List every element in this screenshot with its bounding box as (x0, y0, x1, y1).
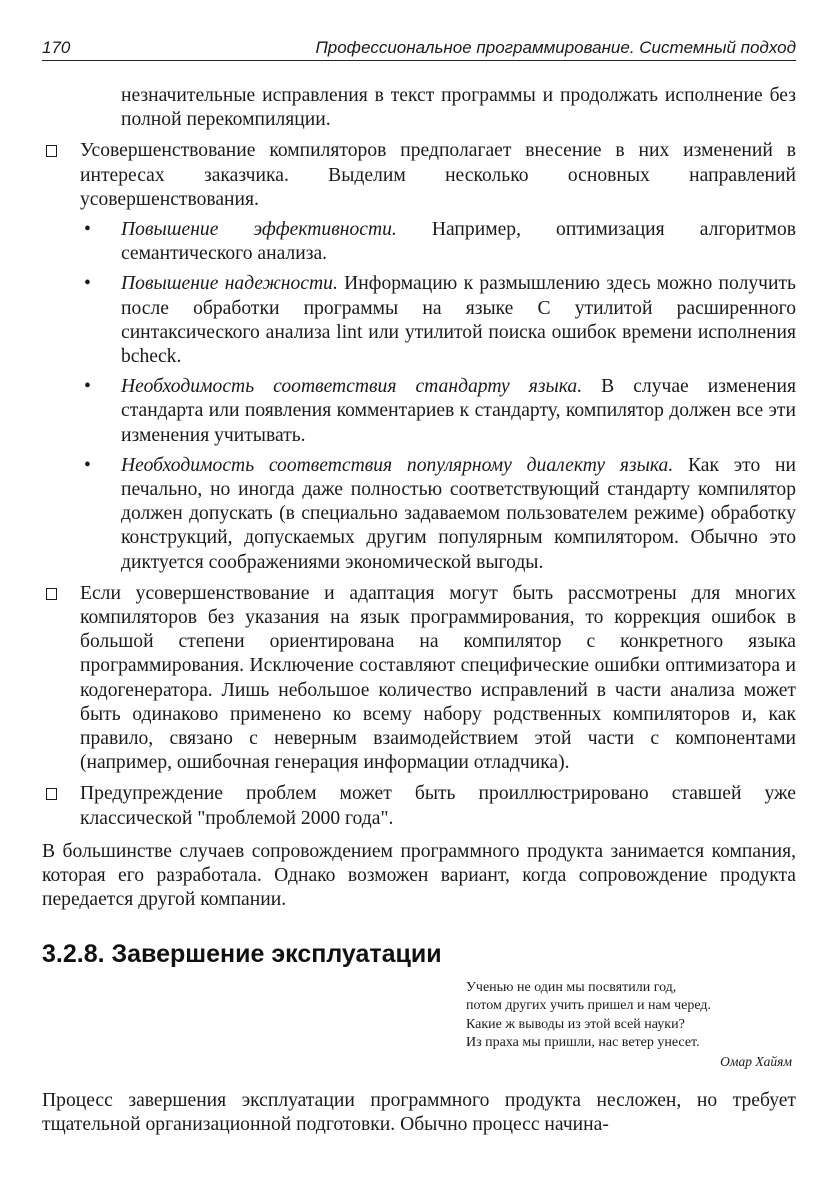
bullet-body: Как это ни печально, но иногда даже полностью соответствующий стандарту компилятор должен допускать (в специально задаваемом пользователем режиме) обработку конструкций, допускаемых другим популярным компилятором. Обычно это диктуется соображениями экономической выгоды. (121, 454, 796, 573)
list-item-prevention (42, 782, 796, 830)
epigraph-line: потом других учить пришел и нам черед. (466, 998, 711, 1013)
checkbox-square-icon (46, 588, 57, 600)
paragraph-support: В большинстве случаев сопровождением программного продукта занимается компания, которая его разработала. Однако возможен вариант, когда сопровождение продукта передается другой компании. (42, 840, 796, 911)
intro-continuation: незначительные исправления в текст программы и продолжать исполнение без полной перекомпиляции. (121, 85, 796, 131)
bullet-item (42, 375, 796, 448)
epigraph-line: Из праха мы пришли, нас ветер унесет. (466, 1035, 700, 1050)
list-item-text: Если усовершенствование и адаптация могут быть рассмотрены для многих компиляторов без указания на язык программирования, то коррекция ошибок в большой степени ориентирована на компилятор с конкретного языка программирования. Исключение составляют специфические ошибки оптимизатора и кодогенератора. Лишь небольшое количество исправлений в части анализа может быть одинаково применено ко всему набору родственных компиляторов и, как правило, связано с неверным взаимодействием этой части с компонентами (например, ошибочная генерация информации отладчика). (80, 582, 796, 774)
bullet-title: Необходимость соответствия стандарту языка. (121, 376, 583, 398)
bullet-icon: • (84, 273, 91, 295)
bullet-icon: • (84, 454, 91, 476)
section-heading: 3.2.8. Завершение эксплуатации (42, 939, 442, 968)
checkbox-square-icon (46, 788, 57, 800)
page-header (42, 38, 796, 61)
bullet-item (42, 454, 796, 575)
epigraph (466, 979, 792, 1072)
checkbox-square-icon (46, 145, 57, 157)
bullet-body: В случае изменения стандарта или появления комментариев к стандарту, компилятор должен все эти изменения учитывать. (121, 376, 796, 446)
bullet-icon: • (84, 219, 91, 241)
bullet-body: Информацию к размышлению здесь можно получить после обработки программы на языке С утилитой расширенного синтаксического анализа lint или утилитой поиска ошибок времени исполнения bcheck. (121, 273, 796, 368)
epigraph-line: Какие ж выводы из этой всей науки? (466, 1016, 685, 1032)
running-title: Профессиональное программирование. Системный подход (315, 38, 796, 57)
bullet-item (42, 272, 796, 369)
bullet-text (121, 272, 796, 369)
epigraph-author: Омар Хайям (720, 1053, 792, 1069)
bullet-title: Повышение надежности. (121, 273, 338, 295)
bullet-text (121, 218, 796, 266)
final-paragraph: Процесс завершения эксплуатации программного продукта несложен, но требует тщательной организационной подготовки. Обычно процесс начина- (42, 1090, 796, 1136)
bullet-item (42, 218, 796, 266)
bullet-text (121, 375, 796, 448)
epigraph-line: Ученью не один мы посвятили год, (466, 979, 677, 995)
bullet-icon: • (84, 376, 91, 398)
bullet-body: Например, оптимизация алгоритмов семантического анализа. (121, 219, 797, 265)
page-number: 170 (42, 38, 71, 57)
list-item-text: Усовершенствование компиляторов предполагает внесение в них изменений в интересах заказчика. Выделим несколько основных направлений усовершенствования. (80, 140, 796, 210)
list-item-adaptation (42, 582, 796, 776)
bullet-text (121, 454, 796, 575)
list-item-text: Предупреждение проблем может быть проиллюстрировано ставшей уже классической "проблемой 2000 года". (80, 783, 796, 829)
bullet-title: Повышение эффективности. (121, 219, 397, 241)
bullet-title: Необходимость соответствия популярному диалекту языка. (121, 454, 674, 476)
page-body (42, 84, 796, 1137)
list-item-compilers (42, 139, 796, 212)
